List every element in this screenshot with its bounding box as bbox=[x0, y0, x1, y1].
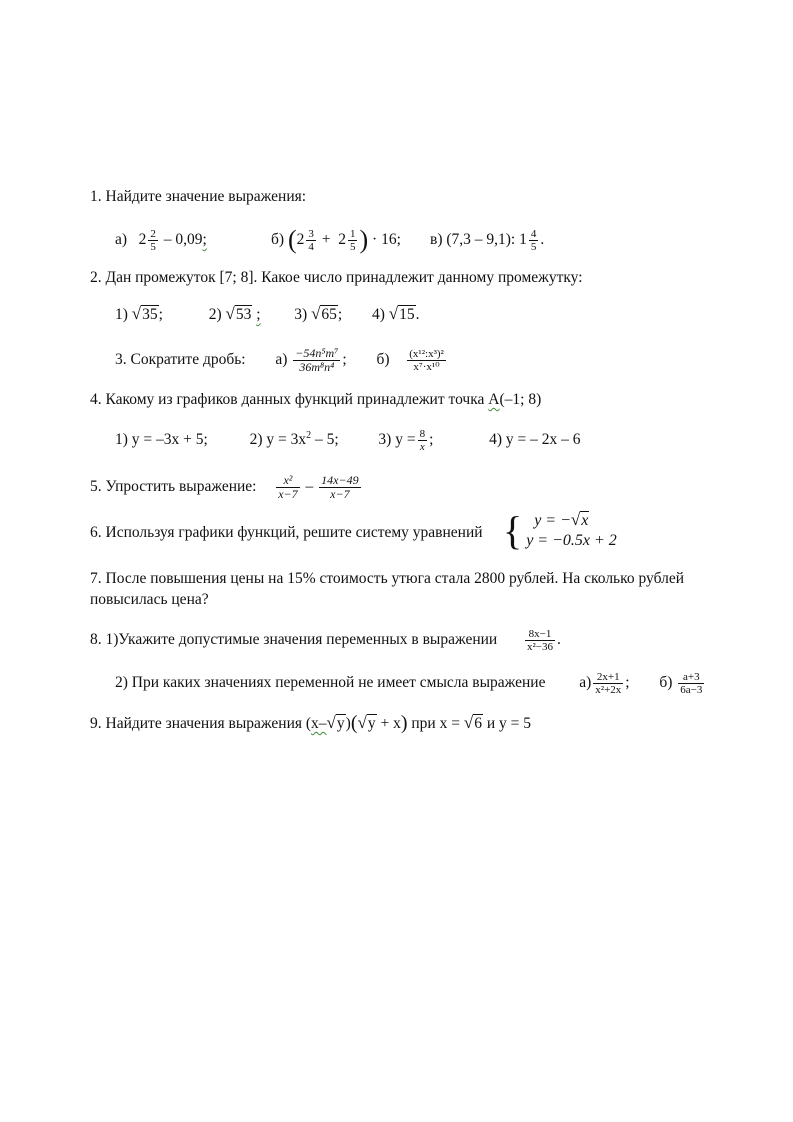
q9-x-val: 6 bbox=[474, 715, 482, 732]
q2-o2-sqrt: √53 bbox=[225, 304, 252, 323]
q2-o1-sqrt: √35 bbox=[131, 304, 158, 323]
q9-x-value: √6 bbox=[463, 713, 482, 732]
q9-x1: x– bbox=[311, 715, 327, 732]
q5-title: 5. Упростить выражение: bbox=[90, 478, 257, 496]
q2-o1-label: 1) bbox=[115, 306, 128, 323]
q5-fraction-2 bbox=[319, 474, 360, 501]
q2-o2-end: ; bbox=[256, 306, 261, 323]
q4-o4: 4) y = – 2x – 6 bbox=[489, 431, 581, 449]
q4-o1: 1) y = –3x + 5; bbox=[115, 431, 208, 449]
q1-a-num: 2 bbox=[150, 228, 156, 240]
q4-point-coords: (–1; 8) bbox=[499, 391, 542, 408]
q3-row bbox=[115, 347, 448, 374]
q8-a-den: x²+2x bbox=[595, 684, 622, 696]
q9-expression: (x–√y)(√y + x) bbox=[305, 712, 408, 734]
q8-p1-den: x²−36 bbox=[526, 641, 553, 653]
q4-title bbox=[90, 390, 541, 410]
q3-a-fraction bbox=[293, 347, 340, 374]
q5-fraction-1 bbox=[276, 474, 299, 501]
q1-a-den: 5 bbox=[150, 241, 156, 253]
q1-c-label: в) bbox=[430, 231, 443, 249]
q2-o3-label: 3) bbox=[294, 306, 308, 323]
q3-b-den: x⁷·x¹⁰ bbox=[413, 361, 440, 373]
q4-o3-num: 8 bbox=[419, 428, 426, 440]
q4-o2-pre: 2) y = 3x bbox=[249, 431, 307, 449]
q2-o4-end: . bbox=[415, 306, 420, 323]
q1-c-end: . bbox=[540, 231, 545, 249]
q4-o3-pre: 3) y = bbox=[378, 431, 416, 449]
q8-b-den: 6a−3 bbox=[680, 684, 703, 696]
q3-a-end: ; bbox=[342, 351, 347, 369]
q4-o3-fraction bbox=[418, 428, 428, 453]
q4-o2 bbox=[250, 431, 339, 448]
q3-b-num: (x¹²:x³)² bbox=[409, 348, 444, 360]
q4-o3 bbox=[378, 428, 434, 453]
q1-a-tail: – 0,09 bbox=[163, 231, 203, 249]
q4-point-name: А bbox=[488, 391, 500, 408]
q2-o2-value: 53 bbox=[235, 306, 252, 323]
q8-a-num: 2x+1 bbox=[593, 671, 623, 684]
q6-eq1: y = −√x bbox=[534, 510, 589, 529]
q8-b-num: a+3 bbox=[678, 671, 704, 684]
q8-part2-text: 2) При каких значениях переменной не имеет смысла выражение bbox=[115, 674, 546, 692]
q2-o4-sqrt: √15 bbox=[388, 304, 415, 323]
q2-o3-value: 65 bbox=[321, 306, 337, 323]
q1-b-tail: · 16; bbox=[372, 231, 401, 249]
q1-b-frac1 bbox=[306, 228, 316, 253]
q8-p1-end: . bbox=[557, 631, 561, 649]
q1-option-c bbox=[430, 228, 544, 253]
q1-c-den: 5 bbox=[530, 241, 537, 253]
q8-part2 bbox=[115, 671, 706, 696]
q1-title: 1. Найдите значение выражения: bbox=[90, 188, 307, 205]
q1-a-fraction bbox=[148, 228, 158, 253]
q1-b-label: б) bbox=[271, 231, 285, 249]
q3-b-label: б) bbox=[376, 351, 390, 369]
q6-equations bbox=[526, 510, 617, 551]
q8-a-end: ; bbox=[625, 674, 630, 692]
q8-b-label: б) bbox=[659, 674, 673, 692]
q6-title: 6. Используя графики функций, решите систему уравнений bbox=[90, 524, 483, 541]
q5-f1-den: x−7 bbox=[278, 487, 298, 501]
q2-o3-sqrt: √65 bbox=[311, 304, 337, 323]
q2-o2-label: 2) bbox=[208, 306, 222, 323]
q1-b-whole1: 2 bbox=[296, 231, 305, 249]
q9-y1: y bbox=[336, 715, 345, 732]
q4-o2-sup: 2 bbox=[306, 430, 312, 442]
q8-part1 bbox=[90, 628, 561, 653]
q8-part1-text: 8. 1)Укажите допустимые значения переменных в выражении bbox=[90, 631, 498, 649]
q7-line-2: повысилась цена? bbox=[90, 591, 209, 608]
q1-c-expr: (7,3 – 9,1): 1 bbox=[446, 231, 527, 249]
q7-line-1: 7. После повышения цены на 15% стоимость утюга стала 2800 рублей. На сколько рублей bbox=[90, 570, 684, 587]
q8-a-label: а) bbox=[579, 674, 592, 692]
q9-post: и y = 5 bbox=[486, 715, 531, 732]
q3-a-den: 36m⁸n⁴ bbox=[299, 360, 335, 374]
q5-f2-num: 14x−49 bbox=[321, 473, 359, 487]
q1-b-plus: + bbox=[321, 231, 331, 249]
q1-b-whole2: 2 bbox=[338, 231, 346, 249]
q1-c-fraction bbox=[529, 228, 539, 253]
q1-b-num2: 1 bbox=[349, 228, 356, 240]
q9-plus-x: + x bbox=[380, 715, 401, 732]
q1-a-label: а) bbox=[115, 231, 128, 249]
q5-row bbox=[90, 474, 363, 501]
q1-option-a bbox=[115, 228, 207, 253]
q1-option-b: б) (2 $\frac{3}{4}$ + 2 $\frac{1}{5}$ ) · 16; bbox=[271, 225, 401, 255]
q1-a-end: ; bbox=[202, 231, 207, 249]
q2-o4-label: 4) bbox=[371, 306, 385, 323]
q2-o1-end: ; bbox=[158, 306, 163, 323]
q6-brace: { bbox=[503, 507, 523, 553]
q5-f2-den: x−7 bbox=[330, 487, 350, 501]
q2-o4-value: 15 bbox=[399, 306, 415, 323]
q3-b-fraction bbox=[407, 348, 446, 373]
q3-title: 3. Сократите дробь: bbox=[115, 351, 246, 369]
q3-a-label: а) bbox=[275, 351, 288, 369]
q8-b-fraction bbox=[678, 671, 704, 696]
q6-system bbox=[503, 507, 617, 553]
q1-b-frac2 bbox=[348, 228, 358, 253]
q5-f1-num: x² bbox=[276, 474, 299, 488]
q2-options bbox=[115, 304, 420, 325]
q3-a-num: −54n⁵m⁷ bbox=[295, 346, 339, 360]
q6-eq2: y = −0.5x + 2 bbox=[526, 532, 617, 549]
q5-minus: – bbox=[305, 478, 314, 496]
q6-eq1-pre: y = − bbox=[534, 512, 571, 529]
q1-b-num1: 3 bbox=[308, 228, 314, 240]
q1-c-num: 4 bbox=[530, 228, 537, 240]
q2-o3-end: ; bbox=[337, 306, 343, 323]
q4-o2-post: – 5; bbox=[311, 431, 339, 449]
q9-y2: y bbox=[367, 715, 376, 732]
q8-p1-fraction bbox=[525, 628, 555, 653]
q9-mid: при x = bbox=[411, 715, 460, 732]
q2-o1-value: 35 bbox=[142, 306, 158, 323]
q8-p1-num: 8x−1 bbox=[525, 628, 555, 641]
q6-eq1-radicand: x bbox=[581, 512, 589, 529]
q1-a-whole: 2 bbox=[138, 231, 147, 249]
q4-o3-end: ; bbox=[429, 431, 434, 449]
q8-a-fraction bbox=[593, 671, 623, 696]
q4-title-text: 4. Какому из графиков данных функций принадлежит точка bbox=[90, 391, 485, 408]
q9-row bbox=[90, 713, 531, 734]
q4-o3-den: x bbox=[419, 441, 425, 453]
q1-b-den2: 5 bbox=[349, 241, 356, 253]
q4-options bbox=[115, 428, 581, 453]
q9-text: 9. Найдите значения выражения bbox=[90, 715, 302, 732]
q2-title: 2. Дан промежуток [7; 8]. Какое число принадлежит данному промежутку: bbox=[90, 269, 583, 286]
q1-b-den1: 4 bbox=[308, 241, 314, 253]
